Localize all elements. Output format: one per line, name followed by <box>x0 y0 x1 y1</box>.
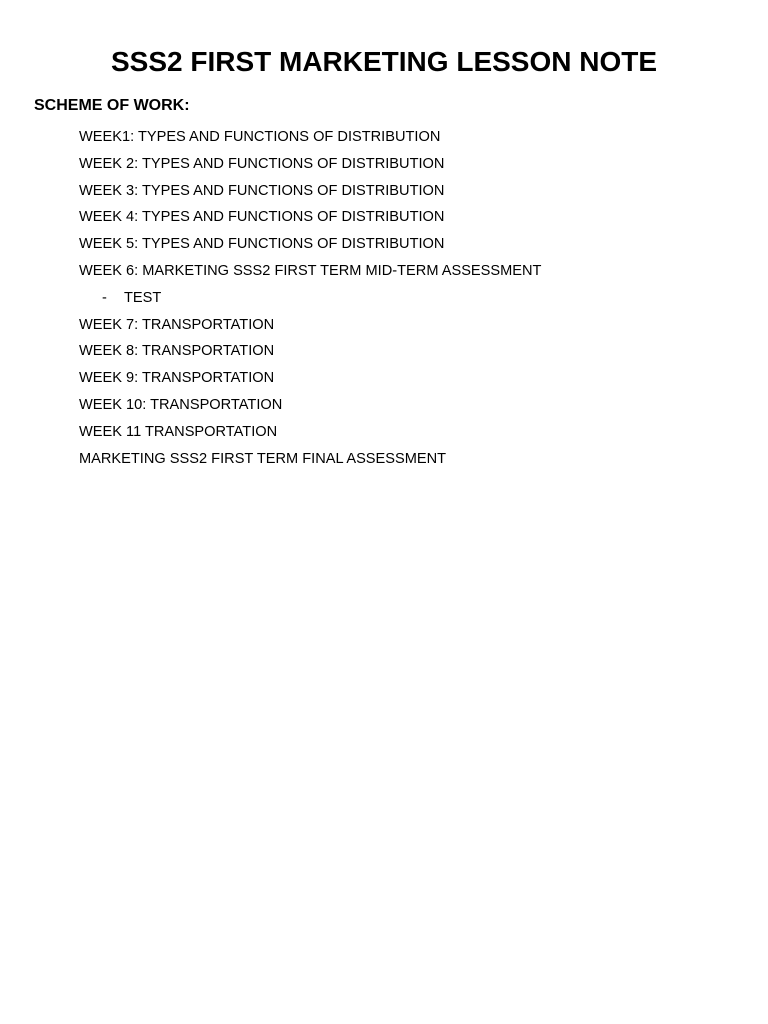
scheme-of-work-list <box>79 124 541 472</box>
list-item-week-5: WEEK 5: TYPES AND FUNCTIONS OF DISTRIBUTION <box>79 236 445 253</box>
page-title: SSS2 FIRST MARKETING LESSON NOTE <box>110 46 658 77</box>
list-item-week-7: WEEK 7: TRANSPORTATION <box>79 316 275 333</box>
list-item-week-4: WEEK 4: TYPES AND FUNCTIONS OF DISTRIBUTION <box>79 209 445 226</box>
dash-bullet: - <box>102 289 107 306</box>
list-item-week-1: WEEK1: TYPES AND FUNCTIONS OF DISTRIBUTION <box>79 129 441 145</box>
sub-list-item-test <box>79 285 541 312</box>
list-item-final-assessment: MARKETING SSS2 FIRST TERM FINAL ASSESSMENT <box>79 450 447 467</box>
list-item-week-3: WEEK 3: TYPES AND FUNCTIONS OF DISTRIBUTION <box>79 182 445 199</box>
list-item-week-11: WEEK 11 TRANSPORTATION <box>79 423 278 440</box>
list-item-week-6: WEEK 6: MARKETING SSS2 FIRST TERM MID-TERM ASSESSMENT <box>79 262 542 279</box>
list-item-week-8: WEEK 8: TRANSPORTATION <box>79 343 275 360</box>
list-item-week-2: WEEK 2: TYPES AND FUNCTIONS OF DISTRIBUTION <box>79 155 445 172</box>
list-item-week-10: WEEK 10: TRANSPORTATION <box>79 396 283 413</box>
list-item-week-9: WEEK 9: TRANSPORTATION <box>79 370 275 387</box>
section-heading: SCHEME OF WORK: <box>34 97 190 114</box>
sub-item-label: TEST <box>124 289 162 306</box>
